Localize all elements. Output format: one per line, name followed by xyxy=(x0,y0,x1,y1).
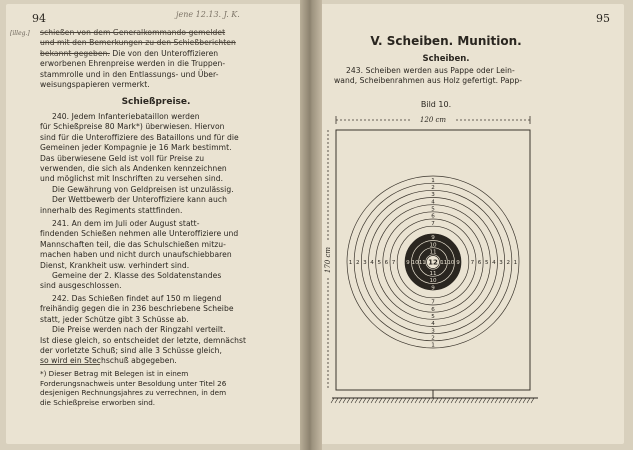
ground-hatch-mark xyxy=(459,398,462,403)
text-line: so wird ein Stechschuß abgegeben. xyxy=(40,356,177,366)
margin-note: [illeg.] xyxy=(10,30,30,37)
struck-line: bekannt gegeben. xyxy=(40,48,110,58)
ring-number: 9 xyxy=(406,260,410,267)
text-line: der vorletzte Schuß; sind alle 3 Schüsse gleich, xyxy=(40,346,222,356)
ring-number: 3 xyxy=(431,328,435,335)
paragraph-241 xyxy=(40,219,288,292)
struck-line: und mit den Bemerkungen zu den Schießberichten xyxy=(40,38,236,48)
ring-number: 1 xyxy=(431,177,435,184)
height-label: 170 cm xyxy=(324,246,332,274)
ground-hatch-mark xyxy=(443,398,446,403)
ground-hatch-mark xyxy=(371,398,374,403)
text-line: Gemeine der 2. Klasse des Soldatenstandes xyxy=(52,271,222,281)
bullseye-label: 12 xyxy=(428,258,438,267)
ring-number: 7 xyxy=(431,220,435,227)
ground-hatch-mark xyxy=(339,398,342,403)
text-line: wand, Scheibenrahmen aus Holz gefertigt. Papp- xyxy=(334,76,523,86)
ground-hatch-mark xyxy=(403,398,406,403)
ring-number: 5 xyxy=(484,260,489,267)
ground-hatch-mark xyxy=(363,398,366,403)
ground-hatch-mark xyxy=(387,398,390,403)
ring-number: 10 xyxy=(429,242,437,249)
text-line: 241. An dem im Juli oder August statt- xyxy=(52,219,200,228)
ring-number: 1 xyxy=(431,342,435,349)
ring-number: 3 xyxy=(431,192,435,199)
text-line: machen haben und nicht durch unaufschiebbaren xyxy=(40,250,232,260)
ground-hatch-mark xyxy=(495,398,498,403)
text-line: Ist diese gleich, so entscheidet der letzte, demnächst xyxy=(40,335,247,345)
ring-number: 10 xyxy=(411,260,419,267)
text-line: freihändig gegen die in 236 beschriebene Scheibe xyxy=(40,304,234,314)
ring-number: 6 xyxy=(477,260,482,267)
text-line: Das überwiesene Geld ist voll für Preise zu xyxy=(40,153,205,163)
right-page-number: 95 xyxy=(596,12,610,25)
text-line: und möglichst mit Inschriften zu versehen sind. xyxy=(40,174,224,184)
ground-hatch-mark xyxy=(383,398,386,403)
ground-hatch-mark xyxy=(331,398,334,403)
footnote-line: die Schießpreise erworben sind. xyxy=(40,397,156,407)
ring-number: 11 xyxy=(440,260,448,267)
footnote-rule xyxy=(40,364,100,365)
ring-number: 7 xyxy=(431,299,435,306)
ground-hatch-mark xyxy=(491,398,494,403)
chapter-heading: V. Scheiben. Munition. xyxy=(370,34,522,48)
text-line: erworbenen Ehrenpreise werden in die Truppen- xyxy=(40,59,226,69)
target-diagram xyxy=(316,4,624,444)
ring-number: 8 xyxy=(463,260,468,267)
ground-hatch-mark xyxy=(379,398,382,403)
width-label: 120 cm xyxy=(419,116,447,124)
ground-hatch-mark xyxy=(431,398,434,403)
footnote-line: Forderungsnachweis unter Besoldung unter Titel 26 xyxy=(40,378,227,388)
ring-number: 8 xyxy=(431,227,435,234)
ring-number: 9 xyxy=(431,285,435,292)
ring-number: 6 xyxy=(431,213,435,220)
ground-hatch-mark xyxy=(435,398,438,403)
ground-hatch-mark xyxy=(487,398,490,403)
ring-number: 11 xyxy=(418,260,426,267)
text-line: Dienst, Krankheit usw. verhindert sind. xyxy=(40,260,190,270)
struck-line: schießen von dem Generalkommando gemeldet xyxy=(40,28,226,37)
ground-hatch-mark xyxy=(527,398,530,403)
footnote-line: desjenigen Rechnungsjahres zu verrechnen, in dem xyxy=(40,388,227,398)
ring-number: 10 xyxy=(429,278,437,285)
ground-hatch-mark xyxy=(503,398,506,403)
ring-number: 4 xyxy=(370,260,374,267)
struck-passage xyxy=(40,28,288,90)
ground-hatch-mark xyxy=(399,398,402,403)
ground-hatch-mark xyxy=(375,398,378,403)
text-line: Der Wettbewerb der Unteroffiziere kann auch xyxy=(52,195,227,205)
ring-number: 5 xyxy=(431,206,435,213)
ring-number: 7 xyxy=(391,260,396,267)
ground-hatch-mark xyxy=(439,398,442,403)
right-page xyxy=(316,4,624,444)
handwritten-note: jene 12.13. J. K. xyxy=(176,10,240,19)
ground-hatch-mark xyxy=(447,398,450,403)
paragraph-240 xyxy=(40,112,288,216)
text-line: stammrolle und in den Entlassungs- und Über- xyxy=(40,69,219,79)
text-line: Mannschaften teil, die das Schulschießen mitzu- xyxy=(40,239,226,249)
text-line: Gemeinen jeder Kompagnie je 16 Mark bestimmt. xyxy=(40,143,232,153)
text-line: verwenden, die sich als Andenken kennzeichnen xyxy=(40,164,227,174)
ring-number: 6 xyxy=(384,260,389,267)
ring-number: 1 xyxy=(513,260,518,267)
left-page xyxy=(6,4,306,444)
ring-number: 8 xyxy=(398,260,403,267)
text-line: für Schießpreise 80 Mark*) überwiesen. Hiervon xyxy=(40,122,225,132)
ring-number: 11 xyxy=(429,270,437,277)
ring-number: 8 xyxy=(431,292,435,299)
ground-hatch-mark xyxy=(511,398,514,403)
ground-hatch-mark xyxy=(515,398,518,403)
ring-number: 4 xyxy=(431,321,435,328)
left-page-number: 94 xyxy=(32,12,46,25)
ground-hatch-mark xyxy=(455,398,458,403)
text-line: Die Preise werden nach der Ringzahl verteilt. xyxy=(52,325,226,335)
ground-hatch-mark xyxy=(427,398,430,403)
ring-number: 3 xyxy=(499,260,503,267)
ground-hatch-mark xyxy=(483,398,486,403)
ground-hatch-mark xyxy=(335,398,338,403)
text-line: sind ausgeschlossen. xyxy=(40,281,122,291)
ring-number: 9 xyxy=(456,260,460,267)
text-line: Die Gewährung von Geldpreisen ist unzulässig. xyxy=(52,184,234,194)
ground-hatch-mark xyxy=(415,398,418,403)
ground-hatch-mark xyxy=(343,398,346,403)
footnote xyxy=(40,369,288,407)
ring-number: 2 xyxy=(506,260,511,267)
ring-number: 5 xyxy=(377,260,382,267)
ground-hatch-mark xyxy=(467,398,470,403)
text-line: statt, jeder Schütze gibt 3 Schüsse ab. xyxy=(40,314,189,324)
ground-hatch-mark xyxy=(391,398,394,403)
struck-line-row xyxy=(40,49,288,59)
ground-hatch-mark xyxy=(531,398,534,403)
text-line: findenden Schießen nehmen alle Unteroffiziere und xyxy=(40,229,239,239)
ground-hatch-mark xyxy=(355,398,358,403)
text-line: innerhalb des Regiments stattfinden. xyxy=(40,205,183,215)
text-line: sind für die Unteroffiziere des Bataillons und für die xyxy=(40,132,239,142)
ground-hatch-mark xyxy=(407,398,410,403)
ground-hatch-mark xyxy=(471,398,474,403)
ground-hatch-mark xyxy=(411,398,414,403)
text-line: 240. Jedem Infanteriebataillon werden xyxy=(52,112,200,121)
ground-hatch-mark xyxy=(463,398,466,403)
struck-line-tail: Die von den Unteroffizieren xyxy=(112,48,219,58)
paragraph-242 xyxy=(40,294,288,367)
ring-number: 4 xyxy=(431,199,435,206)
figure-caption: Bild 10. xyxy=(420,100,452,109)
ground-hatching xyxy=(331,398,538,403)
ground-hatch-mark xyxy=(499,398,502,403)
ground-hatch-mark xyxy=(519,398,522,403)
ring-number: 1 xyxy=(348,260,353,267)
ring-number: 5 xyxy=(431,313,435,320)
text-line: weisungspapieren vermerkt. xyxy=(40,80,150,90)
book-gutter xyxy=(300,0,322,450)
text-line: 242. Das Schießen findet auf 150 m liegend xyxy=(52,294,222,303)
ground-hatch-mark xyxy=(451,398,454,403)
ground-hatch-mark xyxy=(479,398,482,403)
ring-number: 9 xyxy=(431,235,435,242)
ground-hatch-mark xyxy=(351,398,354,403)
footnote-line: *) Dieser Betrag mit Belegen ist in einem xyxy=(40,369,189,378)
section-heading-scheiben: Scheiben. xyxy=(422,54,470,64)
ground-hatch-mark xyxy=(523,398,526,403)
target-rings xyxy=(347,176,519,349)
ring-number: 2 xyxy=(431,335,435,342)
section-heading-schiesspreise: Schießpreise. xyxy=(121,97,191,107)
ring-number: 2 xyxy=(355,260,360,267)
ground-hatch-mark xyxy=(395,398,398,403)
ring-number: 4 xyxy=(492,260,496,267)
ring-number: 3 xyxy=(363,260,367,267)
ground-hatch-mark xyxy=(359,398,362,403)
ground-hatch-mark xyxy=(419,398,422,403)
ground-hatch-mark xyxy=(347,398,350,403)
ring-number: 6 xyxy=(431,306,435,313)
ground-hatch-mark xyxy=(507,398,510,403)
ring-number: 7 xyxy=(470,260,475,267)
ground-hatch-mark xyxy=(367,398,370,403)
ring-number: 11 xyxy=(429,249,437,256)
ring-number: 2 xyxy=(431,184,435,191)
ring-number: 10 xyxy=(447,260,455,267)
ground-hatch-mark xyxy=(423,398,426,403)
ground-hatch-mark xyxy=(475,398,478,403)
text-line: 243. Scheiben werden aus Pappe oder Lein- xyxy=(346,66,515,75)
